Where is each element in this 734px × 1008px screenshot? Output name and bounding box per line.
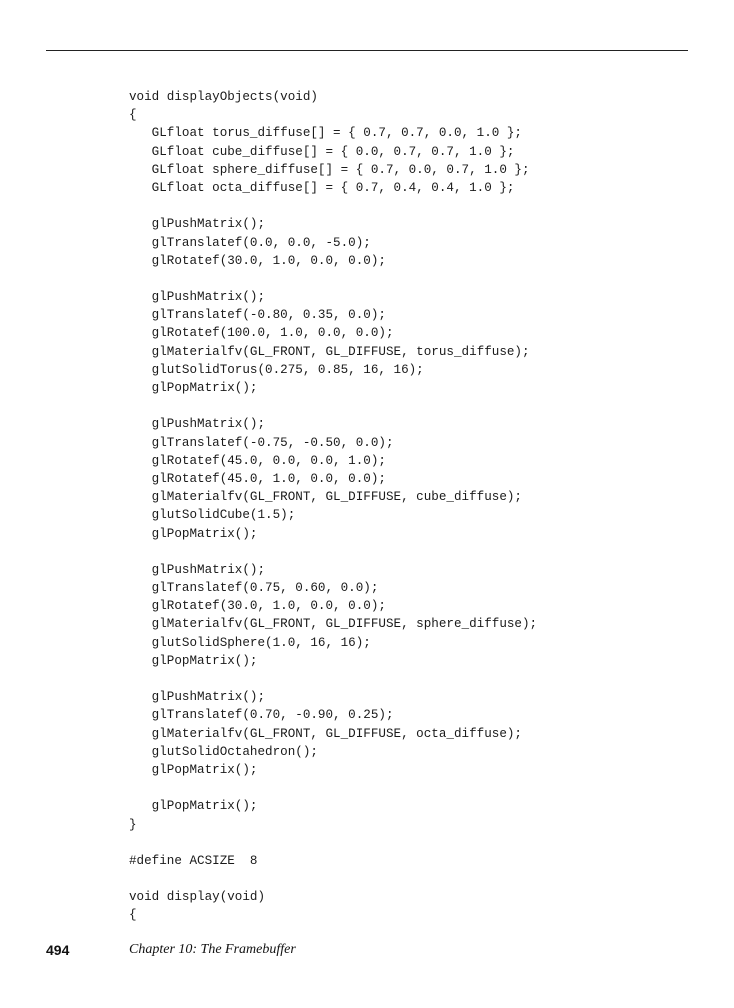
code-line: glutSolidTorus(0.275, 0.85, 16, 16); xyxy=(129,362,424,377)
code-line: glutSolidSphere(1.0, 16, 16); xyxy=(129,635,371,650)
code-line: glutSolidCube(1.5); xyxy=(129,508,296,523)
code-line: glRotatef(30.0, 1.0, 0.0, 0.0); xyxy=(129,599,386,614)
code-line: glMaterialfv(GL_FRONT, GL_DIFFUSE, octa_diffuse); xyxy=(129,726,522,741)
code-line: glMaterialfv(GL_FRONT, GL_DIFFUSE, torus_diffuse); xyxy=(129,344,530,359)
code-line: glPushMatrix(); xyxy=(129,562,266,577)
code-line: glMaterialfv(GL_FRONT, GL_DIFFUSE, cube_diffuse); xyxy=(129,490,522,505)
code-line: glPushMatrix(); xyxy=(129,417,266,432)
page-footer xyxy=(46,942,688,962)
code-line: glPushMatrix(); xyxy=(129,690,266,705)
code-line xyxy=(129,397,537,415)
code-line: glTranslatef(0.70, -0.90, 0.25); xyxy=(129,708,394,723)
code-line xyxy=(129,270,537,288)
code-line: GLfloat sphere_diffuse[] = { 0.7, 0.0, 0.7, 1.0 }; xyxy=(129,162,530,177)
code-line xyxy=(129,870,537,888)
code-line: glTranslatef(-0.75, -0.50, 0.0); xyxy=(129,435,394,450)
code-line: glPopMatrix(); xyxy=(129,799,258,814)
code-line: glTranslatef(0.0, 0.0, -5.0); xyxy=(129,235,371,250)
code-line: glutSolidOctahedron(); xyxy=(129,744,318,759)
running-title: Chapter 10: The Framebuffer xyxy=(129,942,296,957)
code-line: glPopMatrix(); xyxy=(129,653,258,668)
code-line xyxy=(129,834,537,852)
code-line: glMaterialfv(GL_FRONT, GL_DIFFUSE, sphere_diffuse); xyxy=(129,617,538,632)
code-line: glRotatef(30.0, 1.0, 0.0, 0.0); xyxy=(129,253,386,268)
code-line: glRotatef(45.0, 1.0, 0.0, 0.0); xyxy=(129,471,386,486)
code-line: void display(void) xyxy=(129,890,266,905)
code-line: glPopMatrix(); xyxy=(129,762,258,777)
code-line: { xyxy=(129,108,137,123)
code-line: GLfloat octa_diffuse[] = { 0.7, 0.4, 0.4, 1.0 }; xyxy=(129,180,515,195)
code-line: void displayObjects(void) xyxy=(129,90,318,104)
code-line xyxy=(129,779,537,797)
code-line xyxy=(129,670,537,688)
page-number: 494 xyxy=(46,942,70,958)
code-line: glTranslatef(0.75, 0.60, 0.0); xyxy=(129,581,379,596)
code-line: } xyxy=(129,817,137,832)
code-listing xyxy=(129,88,537,925)
code-line: glPopMatrix(); xyxy=(129,526,258,541)
code-line: GLfloat cube_diffuse[] = { 0.0, 0.7, 0.7, 1.0 }; xyxy=(129,144,515,159)
code-line: glRotatef(100.0, 1.0, 0.0, 0.0); xyxy=(129,326,394,341)
code-line: { xyxy=(129,908,137,923)
code-line: glPopMatrix(); xyxy=(129,381,258,395)
code-line: glPushMatrix(); xyxy=(129,217,266,232)
code-line: glTranslatef(-0.80, 0.35, 0.0); xyxy=(129,308,386,323)
header-rule xyxy=(46,50,688,51)
code-line: #define ACSIZE 8 xyxy=(129,853,258,868)
code-line xyxy=(129,543,537,561)
code-line xyxy=(129,197,537,215)
code-line: glRotatef(45.0, 0.0, 0.0, 1.0); xyxy=(129,453,386,468)
code-line: GLfloat torus_diffuse[] = { 0.7, 0.7, 0.0, 1.0 }; xyxy=(129,126,522,141)
code-line: glPushMatrix(); xyxy=(129,290,266,305)
